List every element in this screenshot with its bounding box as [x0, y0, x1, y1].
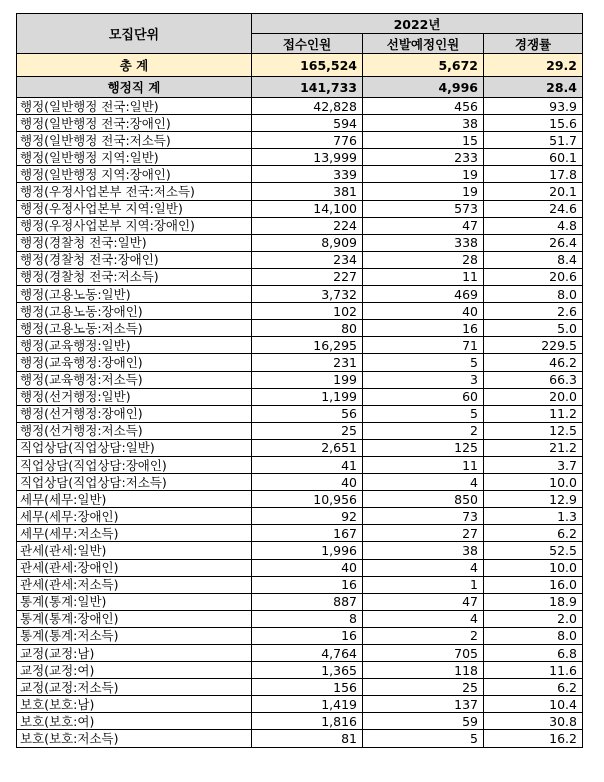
row-planned: 850 — [363, 491, 484, 508]
row-applicants: 594 — [252, 115, 363, 132]
row-ratio: 20.1 — [484, 183, 583, 200]
row-applicants: 13,999 — [252, 149, 363, 166]
row-applicants: 156 — [252, 679, 363, 696]
row-applicants: 1,419 — [252, 696, 363, 713]
table-row — [17, 183, 583, 200]
row-ratio: 18.9 — [484, 593, 583, 610]
row-applicants: 81 — [252, 730, 363, 747]
table-row — [17, 713, 583, 730]
row-planned: 25 — [363, 679, 484, 696]
row-planned: 4 — [363, 610, 484, 627]
table-row — [17, 422, 583, 439]
row-ratio: 5.0 — [484, 320, 583, 337]
row-ratio: 52.5 — [484, 542, 583, 559]
row-ratio: 6.8 — [484, 645, 583, 662]
table-row — [17, 234, 583, 251]
table-row — [17, 251, 583, 268]
row-planned: 705 — [363, 645, 484, 662]
row-applicants: 40 — [252, 474, 363, 491]
row-ratio: 93.9 — [484, 98, 583, 115]
table-row — [17, 645, 583, 662]
row-applicants: 8,909 — [252, 234, 363, 251]
row-planned: 40 — [363, 303, 484, 320]
row-applicants: 8 — [252, 610, 363, 627]
table-row — [17, 166, 583, 183]
row-applicants: 4,764 — [252, 645, 363, 662]
row-applicants: 887 — [252, 593, 363, 610]
row-planned: 469 — [363, 286, 484, 303]
row-label: 행정(고용노동:저소득) — [17, 320, 252, 337]
row-ratio: 4.8 — [484, 217, 583, 234]
table-row — [17, 98, 583, 115]
row-label: 직업상담(직업상담:일반) — [17, 439, 252, 456]
row-label: 교정(교정:저소득) — [17, 679, 252, 696]
total-label: 총 계 — [17, 54, 252, 77]
row-applicants: 14,100 — [252, 200, 363, 217]
row-applicants: 231 — [252, 354, 363, 371]
row-label: 행정(우정사업본부 전국:저소득) — [17, 183, 252, 200]
row-label: 행정(일반행정 지역:일반) — [17, 149, 252, 166]
row-label: 행정(교육행정:일반) — [17, 337, 252, 354]
table-row — [17, 115, 583, 132]
row-planned: 27 — [363, 525, 484, 542]
row-ratio: 8.4 — [484, 251, 583, 268]
row-ratio: 17.8 — [484, 166, 583, 183]
table-row — [17, 559, 583, 576]
row-applicants: 16 — [252, 627, 363, 644]
row-planned: 28 — [363, 251, 484, 268]
row-label: 통계(통계:일반) — [17, 593, 252, 610]
subtotal-label: 행정직 계 — [17, 77, 252, 98]
row-applicants: 234 — [252, 251, 363, 268]
row-label: 교정(교정:남) — [17, 645, 252, 662]
row-label: 교정(교정:여) — [17, 662, 252, 679]
row-applicants: 42,828 — [252, 98, 363, 115]
table-row — [17, 730, 583, 747]
row-ratio: 6.2 — [484, 525, 583, 542]
row-ratio: 8.0 — [484, 627, 583, 644]
row-label: 행정(선거행정:저소득) — [17, 422, 252, 439]
subtotal-planned: 4,996 — [363, 77, 484, 98]
row-planned: 118 — [363, 662, 484, 679]
table-row — [17, 576, 583, 593]
row-ratio: 2.6 — [484, 303, 583, 320]
table-row — [17, 149, 583, 166]
table-row — [17, 132, 583, 149]
row-label: 행정(경찰청 전국:저소득) — [17, 268, 252, 285]
row-applicants: 10,956 — [252, 491, 363, 508]
row-label: 행정(우정사업본부 지역:일반) — [17, 200, 252, 217]
row-ratio: 51.7 — [484, 132, 583, 149]
subtotal-applicants: 141,733 — [252, 77, 363, 98]
row-applicants: 3,732 — [252, 286, 363, 303]
row-applicants: 41 — [252, 456, 363, 473]
row-planned: 5 — [363, 405, 484, 422]
table-header — [17, 14, 583, 54]
row-planned: 19 — [363, 183, 484, 200]
row-applicants: 1,199 — [252, 388, 363, 405]
recruitment-table — [16, 13, 583, 748]
planned-column-header: 선발예정인원 — [363, 34, 484, 54]
row-ratio: 20.0 — [484, 388, 583, 405]
row-applicants: 199 — [252, 371, 363, 388]
row-label: 관세(관세:저소득) — [17, 576, 252, 593]
row-ratio: 60.1 — [484, 149, 583, 166]
row-label: 행정(일반행정 전국:일반) — [17, 98, 252, 115]
row-applicants: 1,816 — [252, 713, 363, 730]
row-applicants: 40 — [252, 559, 363, 576]
row-label: 보호(보호:저소득) — [17, 730, 252, 747]
row-planned: 573 — [363, 200, 484, 217]
row-planned: 16 — [363, 320, 484, 337]
row-label: 보호(보호:남) — [17, 696, 252, 713]
row-applicants: 25 — [252, 422, 363, 439]
total-row — [17, 54, 583, 77]
row-label: 통계(통계:저소득) — [17, 627, 252, 644]
applicants-column-header: 접수인원 — [252, 34, 363, 54]
table-row — [17, 491, 583, 508]
row-planned: 125 — [363, 439, 484, 456]
row-ratio: 20.6 — [484, 268, 583, 285]
row-label: 행정(고용노동:일반) — [17, 286, 252, 303]
ratio-column-header: 경쟁률 — [484, 34, 583, 54]
row-label: 세무(세무:저소득) — [17, 525, 252, 542]
row-label: 행정(경찰청 전국:장애인) — [17, 251, 252, 268]
table-row — [17, 508, 583, 525]
row-planned: 233 — [363, 149, 484, 166]
row-planned: 338 — [363, 234, 484, 251]
row-label: 행정(선거행정:일반) — [17, 388, 252, 405]
row-label: 관세(관세:일반) — [17, 542, 252, 559]
row-label: 관세(관세:장애인) — [17, 559, 252, 576]
row-label: 행정(일반행정 전국:저소득) — [17, 132, 252, 149]
row-applicants: 2,651 — [252, 439, 363, 456]
row-ratio: 10.0 — [484, 474, 583, 491]
row-planned: 60 — [363, 388, 484, 405]
table-row — [17, 320, 583, 337]
table-row — [17, 354, 583, 371]
row-label: 행정(고용노동:장애인) — [17, 303, 252, 320]
row-planned: 5 — [363, 730, 484, 747]
row-planned: 59 — [363, 713, 484, 730]
table-row — [17, 337, 583, 354]
row-planned: 19 — [363, 166, 484, 183]
table-row — [17, 217, 583, 234]
row-ratio: 12.5 — [484, 422, 583, 439]
table-row — [17, 371, 583, 388]
row-applicants: 16 — [252, 576, 363, 593]
row-applicants: 776 — [252, 132, 363, 149]
row-ratio: 11.2 — [484, 405, 583, 422]
row-label: 행정(교육행정:저소득) — [17, 371, 252, 388]
row-ratio: 24.6 — [484, 200, 583, 217]
row-ratio: 11.6 — [484, 662, 583, 679]
row-planned: 47 — [363, 593, 484, 610]
row-applicants: 167 — [252, 525, 363, 542]
row-applicants: 1,996 — [252, 542, 363, 559]
row-planned: 1 — [363, 576, 484, 593]
row-label: 직업상담(직업상담:장애인) — [17, 456, 252, 473]
table-row — [17, 662, 583, 679]
table-row — [17, 525, 583, 542]
row-label: 행정(선거행정:장애인) — [17, 405, 252, 422]
table-row — [17, 593, 583, 610]
row-planned: 137 — [363, 696, 484, 713]
row-planned: 2 — [363, 627, 484, 644]
row-ratio: 10.0 — [484, 559, 583, 576]
year-header: 2022년 — [252, 14, 583, 34]
table-row — [17, 388, 583, 405]
table-row — [17, 627, 583, 644]
table-row — [17, 200, 583, 217]
row-ratio: 1.3 — [484, 508, 583, 525]
row-applicants: 56 — [252, 405, 363, 422]
subtotal-row — [17, 77, 583, 98]
table-row — [17, 286, 583, 303]
row-planned: 11 — [363, 456, 484, 473]
total-planned: 5,672 — [363, 54, 484, 77]
row-applicants: 1,365 — [252, 662, 363, 679]
total-ratio: 29.2 — [484, 54, 583, 77]
row-planned: 73 — [363, 508, 484, 525]
row-planned: 5 — [363, 354, 484, 371]
row-label: 세무(세무:장애인) — [17, 508, 252, 525]
row-label: 통계(통계:장애인) — [17, 610, 252, 627]
row-label: 직업상담(직업상담:저소득) — [17, 474, 252, 491]
row-planned: 4 — [363, 474, 484, 491]
row-ratio: 12.9 — [484, 491, 583, 508]
table-row — [17, 696, 583, 713]
table-row — [17, 679, 583, 696]
total-applicants: 165,524 — [252, 54, 363, 77]
row-planned: 47 — [363, 217, 484, 234]
row-ratio: 10.4 — [484, 696, 583, 713]
row-label: 세무(세무:일반) — [17, 491, 252, 508]
row-planned: 11 — [363, 268, 484, 285]
unit-column-header: 모집단위 — [17, 14, 252, 54]
row-applicants: 227 — [252, 268, 363, 285]
row-label: 행정(교육행정:장애인) — [17, 354, 252, 371]
table-row — [17, 542, 583, 559]
row-ratio: 3.7 — [484, 456, 583, 473]
row-applicants: 102 — [252, 303, 363, 320]
row-ratio: 2.0 — [484, 610, 583, 627]
table-row — [17, 456, 583, 473]
row-ratio: 16.2 — [484, 730, 583, 747]
table-row — [17, 439, 583, 456]
table-row — [17, 610, 583, 627]
row-ratio: 8.0 — [484, 286, 583, 303]
row-applicants: 381 — [252, 183, 363, 200]
row-label: 보호(보호:여) — [17, 713, 252, 730]
subtotal-ratio: 28.4 — [484, 77, 583, 98]
row-planned: 71 — [363, 337, 484, 354]
row-planned: 2 — [363, 422, 484, 439]
row-planned: 38 — [363, 115, 484, 132]
row-ratio: 16.0 — [484, 576, 583, 593]
row-planned: 15 — [363, 132, 484, 149]
row-ratio: 66.3 — [484, 371, 583, 388]
row-planned: 456 — [363, 98, 484, 115]
row-ratio: 229.5 — [484, 337, 583, 354]
row-label: 행정(일반행정 지역:장애인) — [17, 166, 252, 183]
row-ratio: 26.4 — [484, 234, 583, 251]
row-planned: 3 — [363, 371, 484, 388]
row-label: 행정(우정사업본부 지역:장애인) — [17, 217, 252, 234]
row-ratio: 46.2 — [484, 354, 583, 371]
table-row — [17, 303, 583, 320]
row-ratio: 30.8 — [484, 713, 583, 730]
row-ratio: 6.2 — [484, 679, 583, 696]
row-applicants: 16,295 — [252, 337, 363, 354]
row-applicants: 224 — [252, 217, 363, 234]
row-ratio: 21.2 — [484, 439, 583, 456]
table-row — [17, 268, 583, 285]
table-body — [17, 54, 583, 748]
row-ratio: 15.6 — [484, 115, 583, 132]
row-label: 행정(경찰청 전국:일반) — [17, 234, 252, 251]
row-label: 행정(일반행정 전국:장애인) — [17, 115, 252, 132]
row-applicants: 339 — [252, 166, 363, 183]
row-planned: 38 — [363, 542, 484, 559]
row-applicants: 92 — [252, 508, 363, 525]
table-row — [17, 474, 583, 491]
table-row — [17, 405, 583, 422]
row-planned: 4 — [363, 559, 484, 576]
row-applicants: 80 — [252, 320, 363, 337]
